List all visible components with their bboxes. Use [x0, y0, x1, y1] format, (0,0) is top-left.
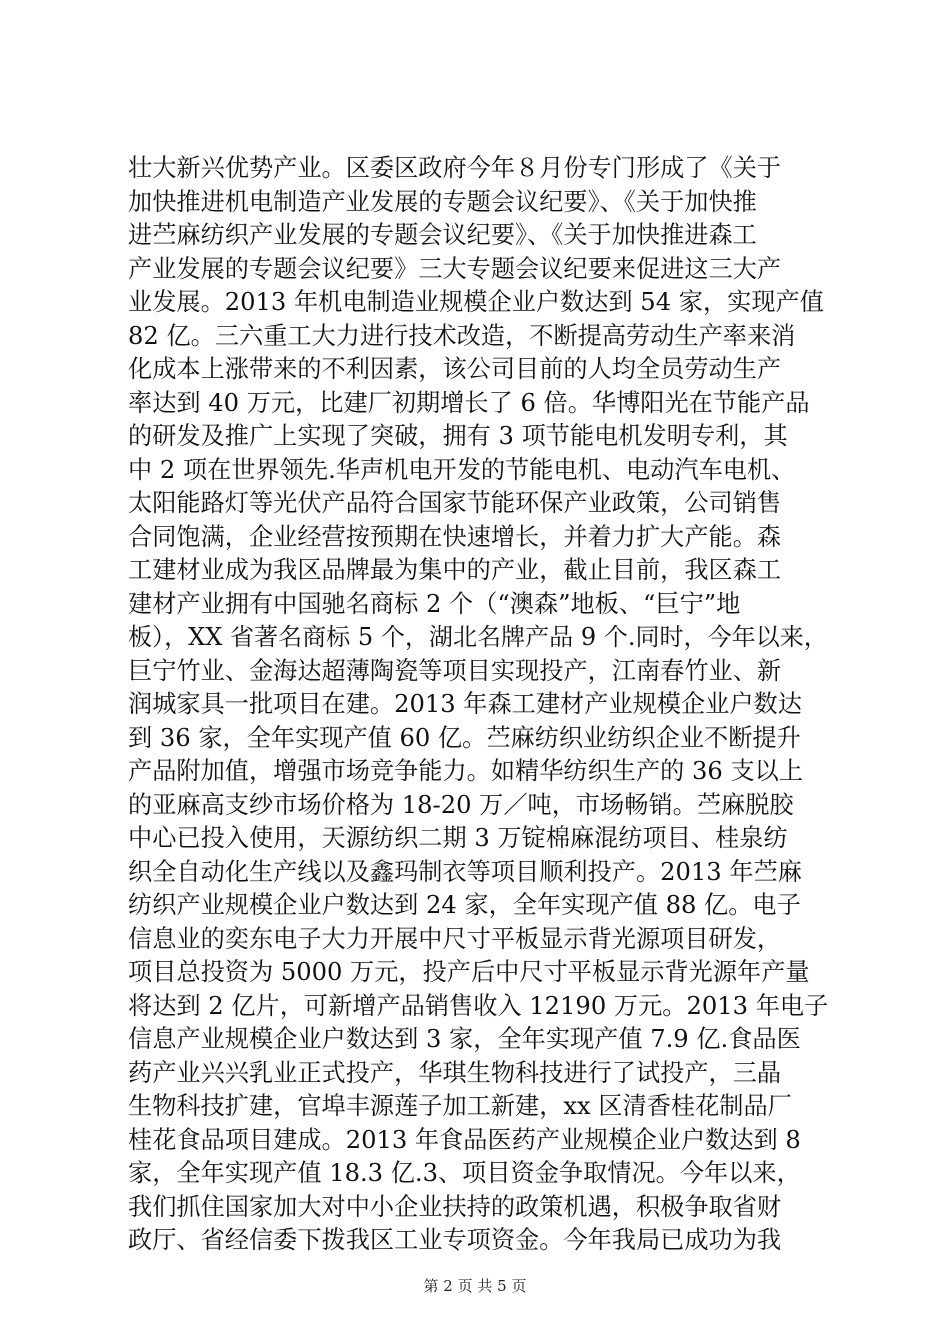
text-line: 政厅、省经信委下拨我区工业专项资金。今年我局已成功为我: [128, 1226, 782, 1254]
text-line: 信息业的奕东电子大力开展中尺寸平板显示背光源项目研发，: [128, 924, 782, 953]
text-line: 合同饱满，企业经营按预期在快速增长，并着力扩大产能。森: [128, 522, 782, 551]
body-paragraph: [128, 152, 828, 1258]
text-line: 项目总投资为 5000 万元，投产后中尺寸平板显示背光源年产量: [128, 958, 810, 986]
text-line: 加快推进机电制造产业发展的专题会议纪要》、《关于加快推: [128, 187, 757, 216]
text-line: 建材产业拥有中国驰名商标 2 个（“澳森”地板、“巨宁”地: [128, 589, 741, 618]
text-line: 产品附加值，增强市场竞争能力。如精华纺织生产的 36 支以上: [128, 757, 804, 785]
text-line: 桂花食品项目建成。2013 年食品医药产业规模企业户数达到 8: [128, 1125, 801, 1154]
text-line: 将达到 2 亿片，可新增产品销售收入 12190 万元。2013 年电子: [128, 991, 829, 1020]
page-number-footer: 第 2 页 共 5 页: [423, 1277, 527, 1295]
text-line: 到 36 家，全年实现产值 60 亿。苎麻纺织业纺织企业不断提升: [128, 723, 801, 752]
text-line: 我们抓住国家加大对中小企业扶持的政策机遇，积极争取省财: [128, 1192, 782, 1221]
text-line: 家，全年实现产值 18.3 亿.3、项目资金争取情况。今年以来，: [128, 1159, 801, 1187]
text-line: 壮大新兴优势产业。区委区政府今年８月份专门形成了《关于: [128, 154, 782, 182]
text-line: 率达到 40 万元，比建厂初期增长了 6 倍。华博阳光在节能产品: [128, 388, 810, 417]
text-line: 工建材业成为我区品牌最为集中的产业，截止目前，我区森工: [128, 556, 782, 584]
text-line: 巨宁竹业、金海达超薄陶瓷等项目实现投产，江南春竹业、新: [128, 656, 782, 685]
text-line: 板），XX 省著名商标 5 个，湖北名牌产品 9 个.同时，今年以来，: [128, 623, 828, 651]
text-line: 纺织产业规模企业户数达到 24 家，全年实现产值 88 亿。电子: [128, 891, 801, 919]
text-line: 润城家具一批项目在建。2013 年森工建材产业规模企业户数达: [128, 690, 802, 718]
text-line: 太阳能路灯等光伏产品符合国家节能环保产业政策，公司销售: [128, 489, 782, 517]
text-line: 进苎麻纺织产业发展的专题会议纪要》、《关于加快推进森工: [128, 221, 757, 249]
text-line: 业发展。2013 年机电制造业规模企业户数达到 54 家，实现产值: [128, 288, 824, 316]
text-line: 信息产业规模企业户数达到 3 家，全年实现产值 7.9 亿.食品医: [128, 1025, 801, 1053]
text-line: 药产业兴兴乳业正式投产，华琪生物科技进行了试投产，三晶: [128, 1058, 782, 1087]
text-line: 的亚麻高支纱市场价格为 18-20 万／吨，市场畅销。苎麻脱胶: [128, 790, 794, 819]
text-line: 化成本上涨带来的不利因素，该公司目前的人均全员劳动生产: [128, 355, 782, 383]
text-line: 中 2 项在世界领先.华声机电开发的节能电机、电动汽车电机、: [128, 455, 796, 484]
text-line: 中心已投入使用，天源纺织二期 3 万锭棉麻混纺项目、桂泉纺: [128, 824, 788, 852]
text-line: 生物科技扩建，官埠丰源莲子加工新建，xx 区清香桂花制品厂: [128, 1092, 792, 1120]
text-line: 82 亿。三六重工大力进行技术改造，不断提高劳动生产率来消: [128, 321, 796, 350]
text-line: 织全自动化生产线以及鑫玛制衣等项目顺利投产。2013 年苎麻: [128, 857, 802, 886]
text-line: 产业发展的专题会议纪要》三大专题会议纪要来促进这三大产: [128, 254, 782, 283]
text-line: 的研发及推广上实现了突破，拥有 3 项节能电机发明专利，其: [128, 422, 788, 450]
